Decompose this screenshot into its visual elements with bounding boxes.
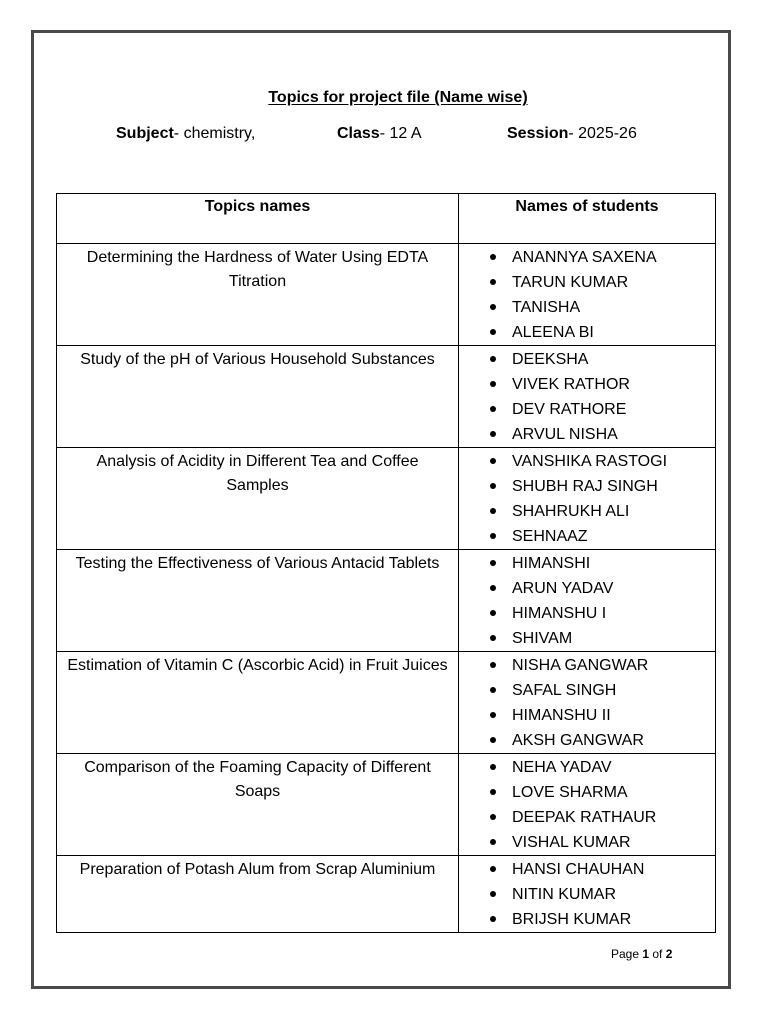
table-row [57, 754, 716, 856]
bullet-icon [490, 789, 496, 795]
list-item [459, 397, 715, 422]
table-row [57, 550, 716, 652]
list-item [459, 703, 715, 728]
subject-label: Subject [116, 125, 174, 142]
class-value: - 12 A [379, 125, 422, 142]
page-number [611, 947, 672, 961]
list-item [459, 295, 715, 320]
document-title: Topics for project file (Name wise) [268, 89, 528, 106]
class-label: Class [337, 125, 380, 142]
topic-cell: Testing the Effectiveness of Various Antacid Tablets [57, 550, 459, 652]
bullet-icon [490, 406, 496, 412]
list-item [459, 678, 715, 703]
students-cell [459, 652, 716, 754]
table-row [57, 856, 716, 933]
student-list [459, 551, 715, 651]
class-field [337, 125, 422, 143]
student-name: LOVE SHARMA [512, 784, 628, 801]
list-item [459, 372, 715, 397]
student-name: HIMANSHI [512, 555, 591, 572]
topic-cell: Preparation of Potash Alum from Scrap Aluminium [57, 856, 459, 933]
student-name: NISHA GANGWAR [512, 657, 649, 674]
student-name: SHAHRUKH ALI [512, 503, 630, 520]
bullet-icon [490, 585, 496, 591]
student-name: DEEKSHA [512, 351, 589, 368]
topic-cell: Study of the pH of Various Household Substances [57, 346, 459, 448]
bullet-icon [490, 533, 496, 539]
topics-table [56, 193, 716, 933]
list-item [459, 755, 715, 780]
list-item [459, 882, 715, 907]
student-list [459, 245, 715, 345]
student-name: SAFAL SINGH [512, 682, 617, 699]
bullet-icon [490, 560, 496, 566]
student-name: NEHA YADAV [512, 759, 612, 776]
topic-cell: Comparison of the Foaming Capacity of Different Soaps [57, 754, 459, 856]
bullet-icon [490, 891, 496, 897]
student-name: TANISHA [512, 299, 581, 316]
topic-cell: Determining the Hardness of Water Using EDTA Titration [57, 244, 459, 346]
bullet-icon [490, 839, 496, 845]
student-list [459, 755, 715, 855]
topic-cell: Analysis of Acidity in Different Tea and Coffee Samples [57, 448, 459, 550]
student-name: AKSH GANGWAR [512, 732, 644, 749]
bullet-icon [490, 737, 496, 743]
list-item [459, 551, 715, 576]
column-header-students: Names of students [459, 194, 716, 244]
session-label: Session [507, 125, 569, 142]
subject-value: - chemistry, [173, 125, 256, 142]
list-item [459, 499, 715, 524]
list-item [459, 907, 715, 932]
bullet-icon [490, 483, 496, 489]
student-name: VANSHIKA RASTOGI [512, 453, 668, 470]
list-item [459, 728, 715, 753]
session-value: - 2025-26 [568, 125, 637, 142]
student-list [459, 653, 715, 753]
students-cell [459, 754, 716, 856]
bullet-icon [490, 381, 496, 387]
student-name: BRIJSH KUMAR [512, 911, 632, 928]
table-row [57, 652, 716, 754]
student-name: DEEPAK RATHAUR [512, 809, 657, 826]
session-field [507, 125, 637, 143]
student-name: HIMANSHU I [512, 605, 607, 622]
bullet-icon [490, 356, 496, 362]
students-cell [459, 448, 716, 550]
bullet-icon [490, 662, 496, 668]
bullet-icon [490, 279, 496, 285]
list-item [459, 449, 715, 474]
student-name: TARUN KUMAR [512, 274, 629, 291]
bullet-icon [490, 431, 496, 437]
student-list [459, 449, 715, 549]
list-item [459, 270, 715, 295]
table-row [57, 244, 716, 346]
list-item [459, 626, 715, 651]
bullet-icon [490, 866, 496, 872]
page-prefix: Page [611, 947, 643, 961]
bullet-icon [490, 329, 496, 335]
bullet-icon [490, 254, 496, 260]
student-name: HIMANSHU II [512, 707, 611, 724]
bullet-icon [490, 764, 496, 770]
student-name: ALEENA BI [512, 324, 594, 341]
student-name: ARVUL NISHA [512, 426, 618, 443]
list-item [459, 524, 715, 549]
bullet-icon [490, 687, 496, 693]
list-item [459, 320, 715, 345]
page-total: 2 [665, 947, 673, 961]
column-header-topics: Topics names [57, 194, 459, 244]
student-name: HANSI CHAUHAN [512, 861, 645, 878]
student-name: SHUBH RAJ SINGH [512, 478, 658, 495]
list-item [459, 830, 715, 855]
bullet-icon [490, 458, 496, 464]
bullet-icon [490, 712, 496, 718]
table-row [57, 448, 716, 550]
list-item [459, 422, 715, 447]
bullet-icon [490, 610, 496, 616]
student-list [459, 857, 715, 932]
list-item [459, 245, 715, 270]
student-name: ANANNYA SAXENA [512, 249, 657, 266]
table-row [57, 346, 716, 448]
student-name: SEHNAAZ [512, 528, 588, 545]
student-name: SHIVAM [512, 630, 573, 647]
bullet-icon [490, 916, 496, 922]
student-list [459, 347, 715, 447]
student-name: DEV RATHORE [512, 401, 627, 418]
students-cell [459, 244, 716, 346]
list-item [459, 653, 715, 678]
topic-cell: Estimation of Vitamin C (Ascorbic Acid) in Fruit Juices [57, 652, 459, 754]
list-item [459, 576, 715, 601]
list-item [459, 857, 715, 882]
subject-field [116, 125, 255, 143]
student-name: VIVEK RATHOR [512, 376, 630, 393]
student-name: ARUN YADAV [512, 580, 614, 597]
student-name: NITIN KUMAR [512, 886, 616, 903]
students-cell [459, 856, 716, 933]
students-cell [459, 346, 716, 448]
list-item [459, 805, 715, 830]
page-of: of [649, 947, 666, 961]
list-item [459, 780, 715, 805]
students-cell [459, 550, 716, 652]
list-item [459, 474, 715, 499]
bullet-icon [490, 508, 496, 514]
bullet-icon [490, 635, 496, 641]
student-name: VISHAL KUMAR [512, 834, 631, 851]
page-current: 1 [642, 947, 650, 961]
bullet-icon [490, 304, 496, 310]
list-item [459, 347, 715, 372]
bullet-icon [490, 814, 496, 820]
list-item [459, 601, 715, 626]
